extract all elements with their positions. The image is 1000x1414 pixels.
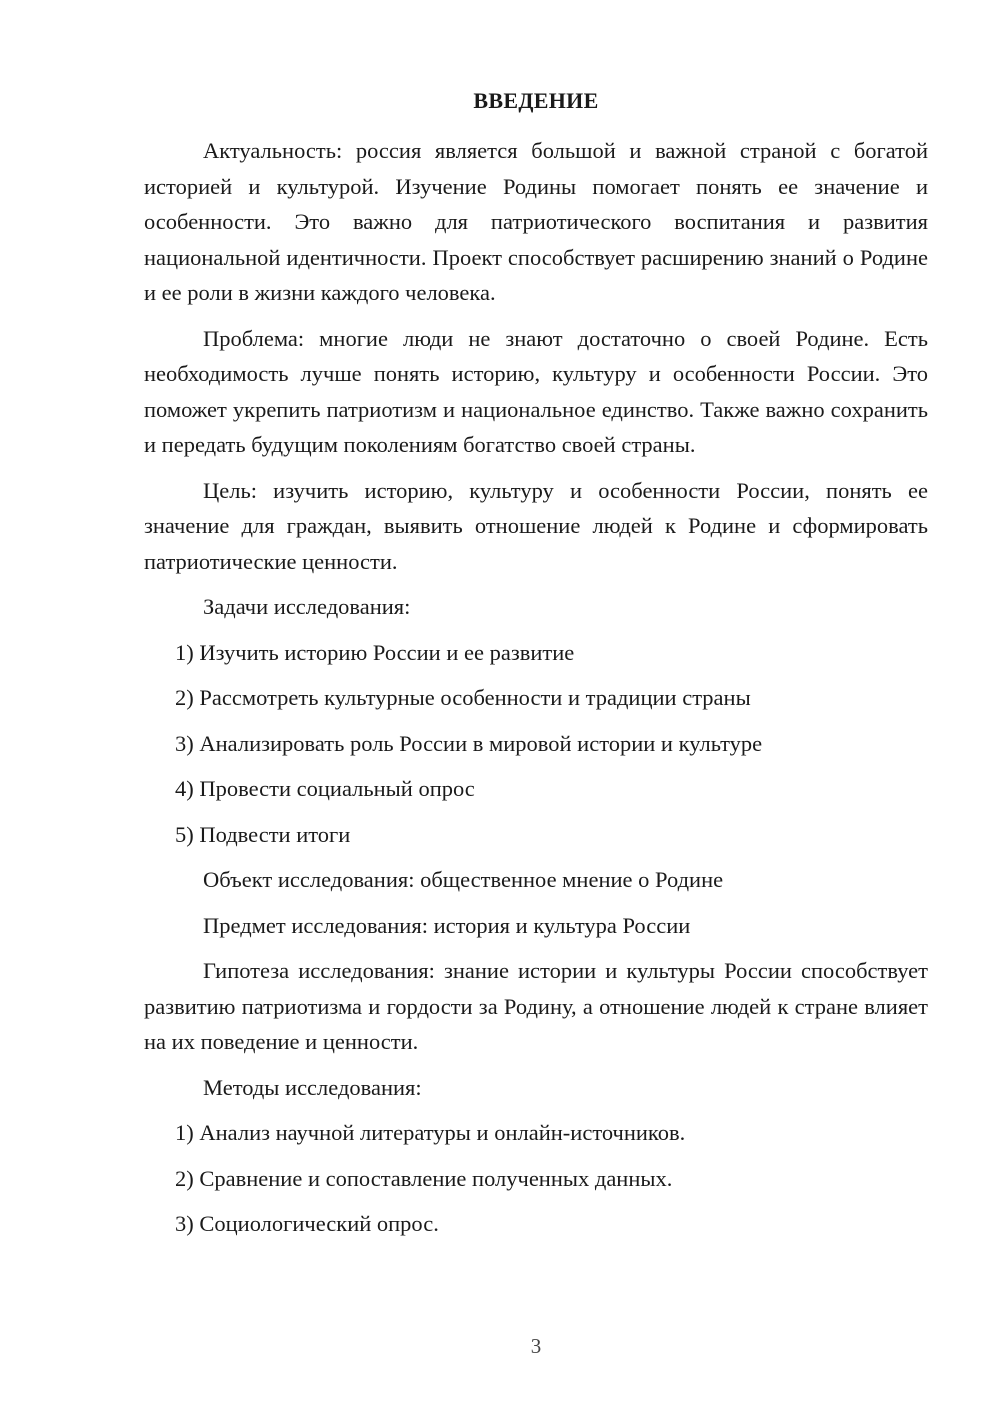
task-item: 4) Провести социальный опрос bbox=[175, 776, 475, 801]
method-item: 1) Анализ научной литературы и онлайн-источников. bbox=[175, 1120, 686, 1145]
task-item: 1) Изучить историю России и ее развитие bbox=[175, 639, 575, 665]
methods-heading: Методы исследования: bbox=[203, 1074, 422, 1100]
task-item: 3) Анализировать роль России в мировой истории и культуре bbox=[175, 730, 763, 756]
goal-paragraph: Цель: изучить историю, культуру и особенности России, понять ее значение для граждан, выявить отношение людей к Родине и сформировать патриотические ценности. bbox=[144, 477, 928, 574]
research-object: Объект исследования: общественное мнение о Родине bbox=[203, 867, 724, 892]
tasks-heading: Задачи исследования: bbox=[203, 594, 411, 619]
task-item: 2) Рассмотреть культурные особенности и традиции страны bbox=[175, 685, 751, 710]
method-item: 3) Социологический опрос. bbox=[175, 1211, 439, 1236]
page-title: ВВЕДЕНИЕ bbox=[473, 88, 599, 113]
page-number: 3 bbox=[530, 1334, 542, 1358]
task-item: 5) Подвести итоги bbox=[175, 821, 351, 847]
method-item: 2) Сравнение и сопоставление полученных данных. bbox=[175, 1165, 673, 1191]
hypothesis-paragraph: Гипотеза исследования: знание истории и культуры России способствует развитию патриотизма и гордости за Родину, а отношение людей к стране влияет на их поведение и ценности. bbox=[144, 958, 928, 1054]
document-page bbox=[144, 88, 928, 1252]
problem-paragraph: Проблема: многие люди не знают достаточно о своей Родине. Есть необходимость лучше понять историю, культуру и особенности России. Это поможет укрепить патриотизм и национальное единство. Также важно сохранить и передать будущим поколениям богатство своей страны. bbox=[144, 325, 928, 457]
research-subject: Предмет исследования: история и культура России bbox=[203, 912, 691, 938]
relevance-paragraph: Актуальность: россия является большой и важной страной с богатой историей и культурой. Изучение Родины помогает понять ее значение и особенности. Это важно для патриотического воспитания и развития национальной идентичности. Проект способствует расширению знаний о Родине и ее роли в жизни каждого человека. bbox=[144, 138, 928, 305]
